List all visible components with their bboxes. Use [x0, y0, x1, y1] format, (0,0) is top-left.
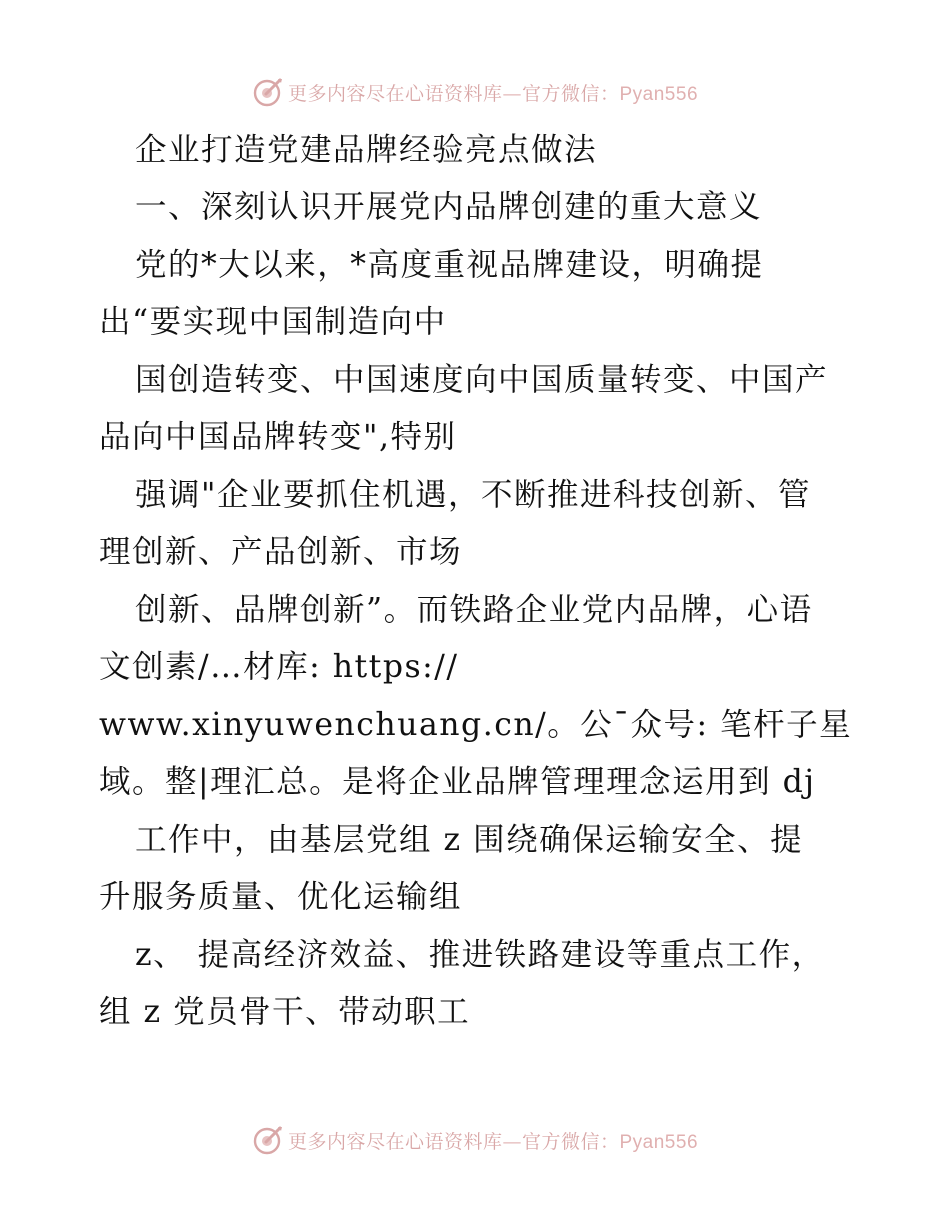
section-heading: 一、深刻认识开展党内品牌创建的重大意义 — [135, 189, 763, 225]
paragraph-line: 组 z 党员骨干、带动职工 — [99, 994, 471, 1030]
paragraph-line: 强调"企业要抓住机遇，不断推进科技创新、管 — [135, 477, 811, 513]
document-title: 企业打造党建品牌经验亮点做法 — [135, 132, 598, 168]
paragraph-line: 品向中国品牌转变",特别 — [99, 419, 457, 455]
watermark-text: 更多内容尽在心语资料库—官方微信：Pyan556 — [287, 1130, 699, 1153]
paragraph-line: 国创造转变、中国速度向中国质量转变、中国产 — [135, 362, 829, 398]
paragraph-line: www.xinyuwenchuang.cn/。公¯众号: 笔杆子星 — [99, 707, 853, 743]
paragraph-line: 升服务质量、优化运输组 — [99, 879, 463, 915]
paragraph-line: z、 提高经济效益、推进铁路建设等重点工作， — [135, 937, 825, 973]
paragraph-line: 党的*大以来，*高度重视品牌建设，明确提 — [135, 247, 764, 283]
watermark-footer — [0, 1120, 950, 1160]
paragraph-line: 工作中，由基层党组 z 围绕确保运输安全、提 — [135, 822, 804, 858]
paragraph-line: 域。整|理汇总。是将企业品牌管理理念运用到 dj — [99, 764, 816, 800]
paragraph-line: 创新、品牌创新”。而铁路企业党内品牌，心语 — [135, 592, 813, 628]
watermark-header — [0, 72, 950, 112]
watermark-text: 更多内容尽在心语资料库—官方微信：Pyan556 — [287, 82, 699, 105]
watermark-logo-icon — [252, 76, 284, 108]
paragraph-line: 理创新、产品创新、市场 — [99, 534, 463, 570]
watermark-logo-icon — [252, 1124, 284, 1156]
paragraph-line: 文创素/…材库: https:// — [99, 649, 459, 685]
paragraph-line: 出“要实现中国制造向中 — [99, 304, 447, 340]
